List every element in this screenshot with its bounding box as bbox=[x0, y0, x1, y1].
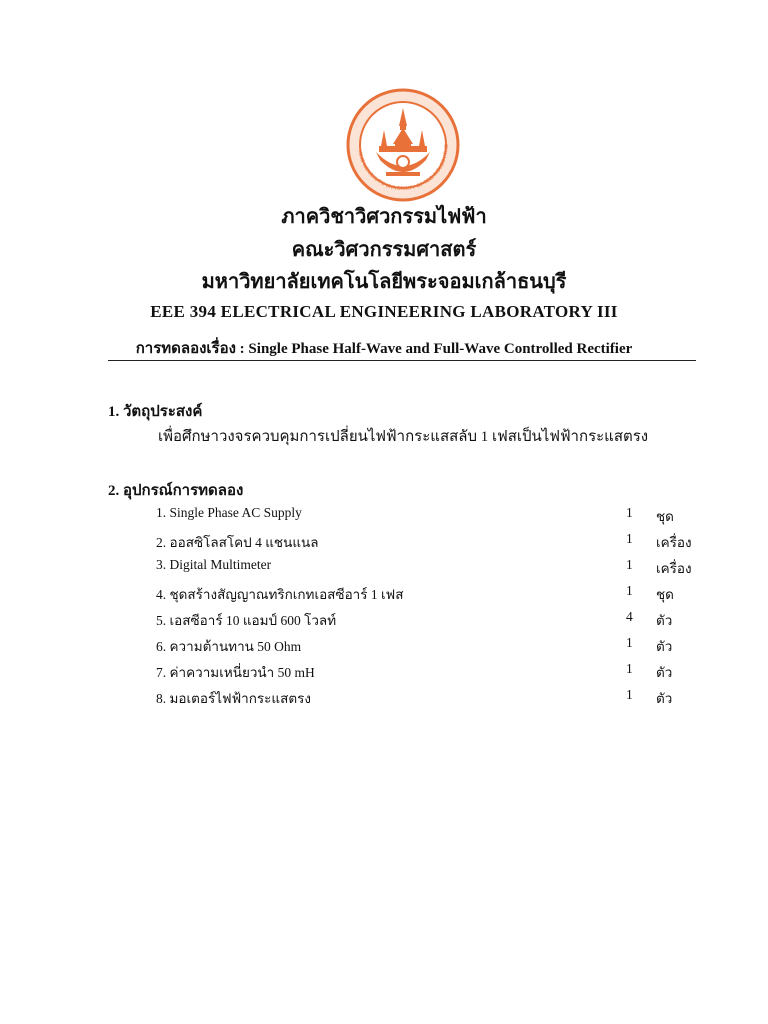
objective-text: เพื่อศึกษาวงจรควบคุมการเปลี่ยนไฟฟ้ากระแสสลับ 1 เฟสเป็นไฟฟ้ากระแสตรง bbox=[158, 429, 649, 445]
equipment-item bbox=[0, 557, 768, 583]
equipment-qty: 1 bbox=[626, 505, 633, 520]
equipment-unit: เครื่อง bbox=[656, 561, 692, 576]
equipment-name: 3. Digital Multimeter bbox=[156, 557, 272, 572]
equipment-unit: ชุด bbox=[656, 587, 674, 602]
equipment-qty: 1 bbox=[626, 635, 633, 650]
equipment-item bbox=[0, 635, 768, 661]
equipment-unit: ชุด bbox=[656, 509, 674, 524]
equipment-qty: 4 bbox=[626, 609, 633, 624]
equipment-name: 5. เอสซีอาร์ 10 แอมป์ 600 โวลท์ bbox=[156, 613, 337, 628]
equipment-item bbox=[0, 531, 768, 557]
equipment-name: 7. ค่าความเหนี่ยวนำ 50 mH bbox=[156, 665, 315, 680]
equipment-unit: ตัว bbox=[656, 691, 673, 706]
equipment-name: 1. Single Phase AC Supply bbox=[156, 505, 302, 520]
course-title: EEE 394 ELECTRICAL ENGINEERING LABORATORY III bbox=[150, 302, 618, 321]
equipment-unit: ตัว bbox=[656, 665, 673, 680]
faculty-title: คณะวิศวกรรมศาสตร์ bbox=[291, 239, 477, 261]
header-divider bbox=[108, 360, 696, 361]
equipment-item bbox=[0, 687, 768, 713]
equipment-qty: 1 bbox=[626, 583, 633, 598]
equipment-name: 8. มอเตอร์ไฟฟ้ากระแสตรง bbox=[156, 691, 311, 706]
equipment-qty: 1 bbox=[626, 531, 633, 546]
equipment-qty: 1 bbox=[626, 661, 633, 676]
equipment-unit: ตัว bbox=[656, 613, 673, 628]
university-seal-logo bbox=[346, 88, 460, 202]
university-title: มหาวิทยาลัยเทคโนโลยีพระจอมเกล้าธนบุรี bbox=[201, 271, 567, 293]
department-title: ภาควิชาวิศวกรรมไฟฟ้า bbox=[281, 206, 487, 228]
experiment-title: การทดลองเรื่อง : Single Phase Half-Wave and Full-Wave Controlled Rectifier bbox=[135, 341, 633, 357]
equipment-qty: 1 bbox=[626, 557, 633, 572]
equipment-qty: 1 bbox=[626, 687, 633, 702]
equipment-name: 4. ชุดสร้างสัญญาณทริกเกทเอสซีอาร์ 1 เฟส bbox=[156, 587, 404, 602]
equipment-item bbox=[0, 609, 768, 635]
equipment-name: 2. ออสซิโลสโคป 4 แชนแนล bbox=[156, 535, 319, 550]
svg-text:KING MONGKUT'S UNIVERSITY OF T: KING MONGKUT'S UNIVERSITY OF TECHNOLOGY THO bbox=[356, 143, 451, 193]
equipment-item bbox=[0, 505, 768, 531]
equipment-item bbox=[0, 583, 768, 609]
equipment-heading: 2. อุปกรณ์การทดลอง bbox=[108, 483, 244, 499]
equipment-name: 6. ความต้านทาน 50 Ohm bbox=[156, 639, 302, 654]
equipment-unit: ตัว bbox=[656, 639, 673, 654]
equipment-item bbox=[0, 661, 768, 687]
equipment-unit: เครื่อง bbox=[656, 535, 692, 550]
objective-heading: 1. วัตถุประสงค์ bbox=[108, 404, 203, 420]
